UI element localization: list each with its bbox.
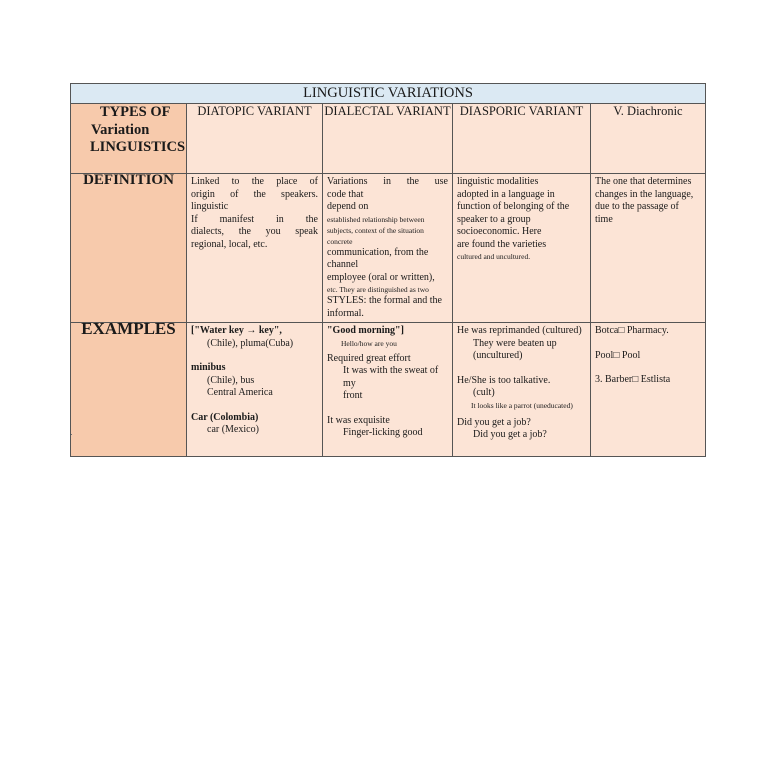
example-line: Botca□ Pharmacy. xyxy=(595,325,669,336)
definition-diatopic xyxy=(187,174,323,323)
definition-line: changes in the language, xyxy=(595,188,694,200)
example-line: They were beaten up xyxy=(473,337,557,349)
example-line: (Chile), pluma(Cuba) xyxy=(207,337,294,349)
definition-line: code that xyxy=(327,188,364,200)
definition-diachronic xyxy=(591,174,706,323)
example-line: Required great effort xyxy=(327,352,411,364)
definition-line: speaker to a group xyxy=(457,213,531,225)
definition-line: adopted in a language in xyxy=(457,188,555,200)
examples-diasporic xyxy=(453,323,591,457)
definition-line: communication, from the channel xyxy=(327,246,429,270)
definition-line: function of belonging of the xyxy=(457,201,570,212)
example-line: (cult) xyxy=(473,387,495,398)
types-line-3: LINGUISTICS xyxy=(90,139,186,155)
definition-line: socioeconomic. Here xyxy=(457,226,542,237)
definition-line: cultured and uncultured. xyxy=(457,252,531,261)
example-line: It was with the sweat of my xyxy=(343,365,439,389)
definition-line: established relationship between xyxy=(327,214,425,224)
example-line: It was exquisite xyxy=(327,414,390,426)
example-line: Hello/how are you xyxy=(341,338,397,348)
example-line: car (Mexico) xyxy=(207,424,259,435)
definition-line: linguistic modalities xyxy=(457,176,539,187)
examples-diatopic xyxy=(187,323,323,457)
example-line: Did you get a job? xyxy=(457,416,531,428)
example-line: (Chile), bus xyxy=(207,374,255,386)
row-header-examples: EXAMPLES xyxy=(71,323,187,457)
types-line-2: Variation xyxy=(91,121,150,138)
definition-line: etc. They are distinguished as two xyxy=(327,285,429,294)
examples-dialectal xyxy=(323,323,453,457)
example-line: Pool□ Pool xyxy=(595,349,641,361)
definition-line: STYLES: the formal and the xyxy=(327,295,442,306)
example-line: (uncultured) xyxy=(473,350,523,361)
definition-line: regional, local, etc. xyxy=(191,238,268,250)
definition-line: informal. xyxy=(327,307,364,319)
example-line: Finger-licking good xyxy=(343,427,423,438)
definition-line: Variations in the use xyxy=(327,176,448,187)
example-line: ["Water key → key", xyxy=(191,325,282,336)
example-line: Did you get a job? xyxy=(473,429,547,440)
column-header-diasporic: DIASPORIC VARIANT xyxy=(453,104,591,174)
column-header-dialectal: DIALECTAL VARIANT xyxy=(323,104,453,174)
types-line-1: TYPES OF xyxy=(100,104,171,120)
definition-diasporic xyxy=(453,174,591,323)
definition-line: due to the passage of xyxy=(595,201,679,212)
definition-line: subjects, context of the situation concrete xyxy=(327,225,424,246)
definition-dialectal xyxy=(323,174,453,323)
definition-line: Linked to the place of xyxy=(191,176,318,187)
definition-line: dialects, the you speak xyxy=(191,226,318,237)
definition-line: are found the varieties xyxy=(457,238,547,250)
definition-line: time xyxy=(595,213,613,225)
column-header-diatopic: DIATOPIC VARIANT xyxy=(187,104,323,174)
example-line: 3. Barber□ Estlista xyxy=(595,374,671,385)
row-header-types xyxy=(71,104,187,174)
example-line: Car (Colombia) xyxy=(191,411,259,423)
definition-line: employee (oral or written), xyxy=(327,271,435,283)
example-line: He/She is too talkative. xyxy=(457,374,551,386)
definition-line: origin of the speakers. linguistic xyxy=(191,188,318,212)
example-line: minibus xyxy=(191,362,226,373)
definition-line: If manifest in the xyxy=(191,213,318,225)
definition-line: The one that determines xyxy=(595,176,692,187)
row-header-definition: DEFINITION xyxy=(71,174,187,323)
example-line: It looks like a parrot (uneducated) xyxy=(471,400,573,410)
stray-dot xyxy=(71,434,72,435)
linguistic-variations-table xyxy=(70,83,706,457)
example-line: He was reprimanded (cultured) xyxy=(457,325,582,336)
examples-diachronic xyxy=(591,323,706,457)
example-line: front xyxy=(343,390,363,401)
column-header-diachronic: V. Diachronic xyxy=(591,104,706,174)
table-title: LINGUISTIC VARIATIONS xyxy=(71,84,706,104)
example-line: "Good morning"] xyxy=(327,325,404,336)
definition-line: depend on xyxy=(327,201,369,212)
example-line: Central America xyxy=(207,387,273,398)
